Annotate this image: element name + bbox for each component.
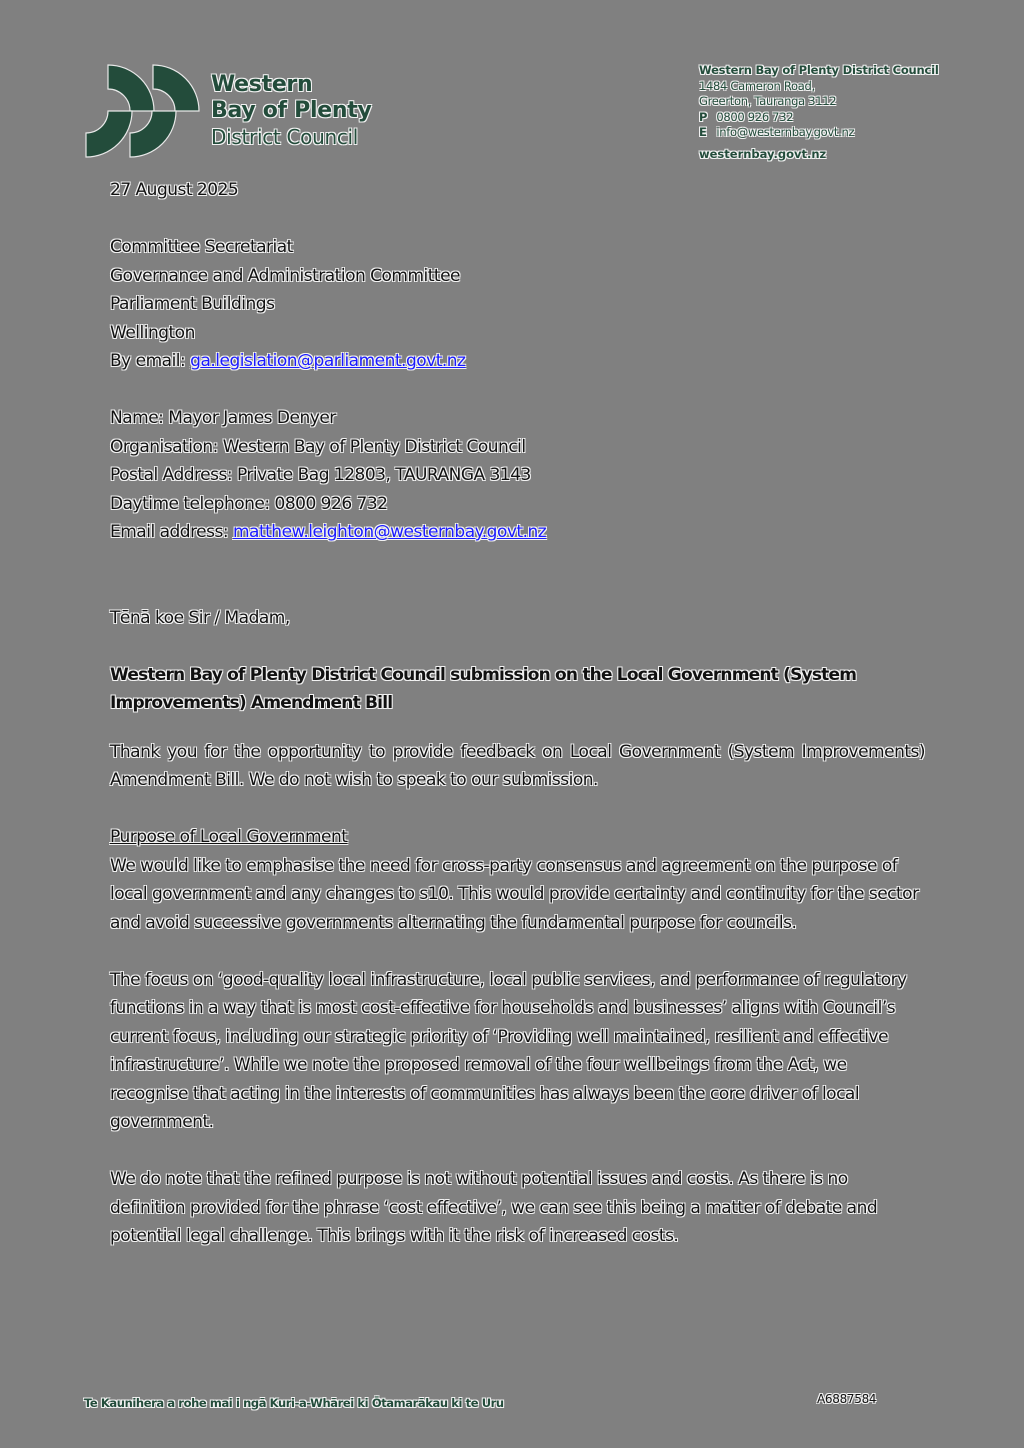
submitter-postal-address: Postal Address: Private Bag 12803, TAURANGA 3143 — [110, 465, 531, 485]
recipient-line-1: Committee Secretariat — [110, 237, 293, 257]
letterhead-contact-block — [699, 63, 939, 162]
spacer — [110, 937, 925, 966]
paragraph-1: We would like to emphasise the need for cross-party consensus and agreement on the purpose of local government and any changes to s10. This would provide certainty and continuity for the sector and avoid successive governments alternating the fundamental purpose for councils. — [110, 855, 919, 933]
letter-date: 27 August 2025 — [110, 180, 239, 200]
spacer — [110, 1137, 925, 1166]
recipient-line-2: Governance and Administration Committee — [110, 265, 461, 286]
letter-body — [110, 176, 925, 1251]
submitter-name: Name: Mayor James Denyer — [110, 408, 336, 428]
contact-email-label: E — [699, 125, 707, 139]
contact-phone: 0800 926 732 — [716, 109, 794, 124]
council-logo-wordmark — [211, 72, 372, 150]
letter-subject: Western Bay of Plenty District Council submission on the Local Government (System Improvements) Amendment Bill — [110, 664, 857, 713]
section-heading: Purpose of Local Government — [110, 827, 348, 847]
contact-phone-label: P — [699, 109, 708, 124]
spacer — [110, 376, 925, 405]
contact-address-line-2: Greerton, Tauranga 3112 — [699, 94, 837, 108]
spacer — [110, 547, 925, 604]
paragraph-2: The focus on ‘good-quality local infrastructure, local public services, and performance of regulatory functions in a way that is most cost-effective for households and businesses’ aligns with Council’s current focus, including our strategic priority of ‘Providing well maintained, resilient and effective infrastructure’. While we note the proposed removal of the four wellbeings from the Act, we recognise that acting in the interests of communities has always been the core driver of local government. — [110, 969, 907, 1132]
recipient-email-link[interactable]: ga.legislation@parliament.govt.nz — [190, 351, 466, 371]
recipient-email-row — [110, 347, 925, 376]
council-logo-mark-icon — [84, 63, 202, 159]
intro-paragraph: Thank you for the opportunity to provide feedback on Local Government (System Improvements) Amendment Bill. We do not wish to speak to our submission. — [110, 741, 925, 790]
submitter-email-row — [110, 518, 925, 547]
council-logo — [84, 63, 404, 163]
spacer — [110, 718, 925, 738]
submitter-organisation: Organisation: Western Bay of Plenty District Council — [110, 436, 526, 457]
contact-email: info@westernbay.govt.nz — [716, 125, 855, 139]
spacer — [110, 205, 925, 234]
footer-tagline: Te Kaunihera a rohe mai i ngā Kuri-a-Whārei ki Ōtamarākau ki te Uru — [84, 1396, 504, 1410]
submitter-block — [110, 404, 925, 547]
greeting: Tēnā koe Sir / Madam, — [110, 607, 290, 628]
logo-line-2: Bay of Plenty — [211, 98, 372, 123]
paragraph-3: We do note that the refined purpose is not without potential issues and costs. As there is no definition provided for the phrase ‘cost effective’, we can see this being a matter of debate and potential legal challenge. This brings with it the risk of increased costs. — [110, 1169, 878, 1246]
recipient-line-3: Parliament Buildings — [110, 294, 275, 314]
contact-org-name: Western Bay of Plenty District Council — [699, 63, 939, 77]
spacer — [110, 632, 925, 661]
logo-line-1: Western — [211, 72, 313, 97]
contact-phone-row — [699, 110, 939, 126]
contact-email-row — [699, 125, 939, 141]
logo-line-3: District Council — [211, 125, 359, 149]
recipient-email-prefix: By email: — [110, 351, 191, 371]
contact-website: westernbay.govt.nz — [699, 146, 827, 161]
submitter-email-prefix: Email address: — [110, 522, 233, 542]
contact-address-line-1: 1484 Cameron Road, — [699, 78, 815, 93]
submitter-phone: Daytime telephone: 0800 926 732 — [110, 493, 388, 514]
recipient-line-4: Wellington — [110, 322, 195, 343]
spacer — [110, 795, 925, 824]
submitter-email-link[interactable]: matthew.leighton@westernbay.govt.nz — [233, 522, 547, 542]
footer-document-id: A6887584 — [817, 1392, 877, 1406]
recipient-block — [110, 233, 925, 376]
